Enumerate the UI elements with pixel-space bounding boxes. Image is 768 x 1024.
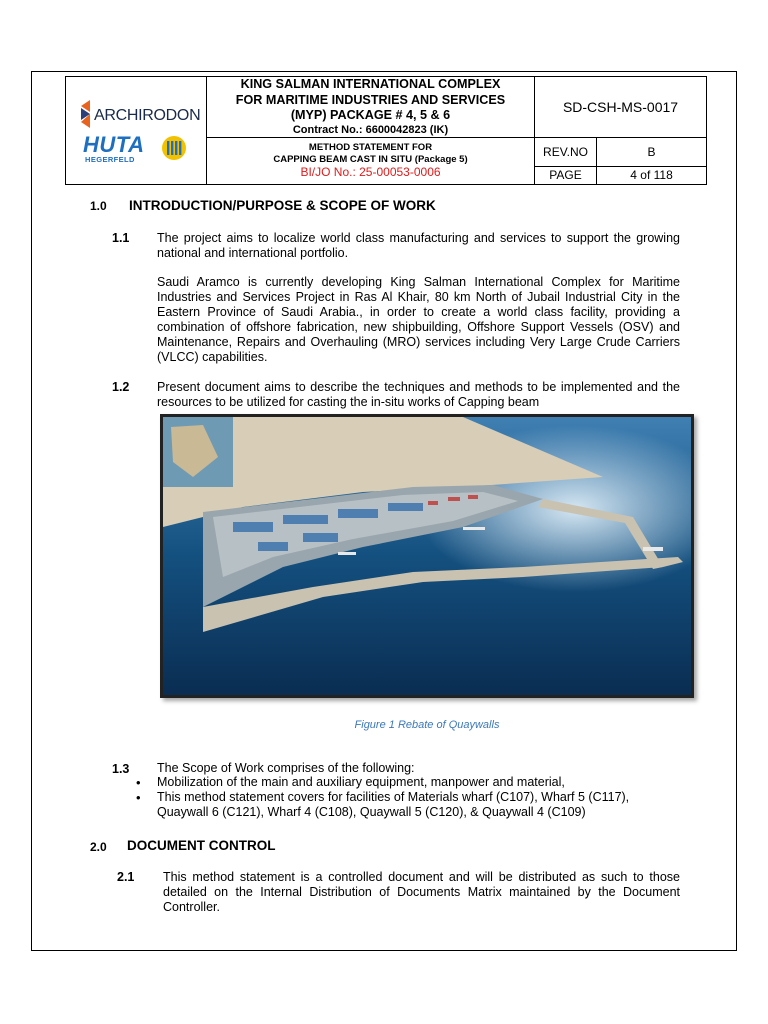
contract-number: Contract No.: 6600042823 (IK) bbox=[292, 123, 449, 136]
item-2-1-number: 2.1 bbox=[117, 870, 135, 884]
page-label: PAGE bbox=[535, 166, 597, 184]
port-aerial-image bbox=[163, 417, 691, 695]
project-title-line-1: KING SALMAN INTERNATIONAL COMPLEX bbox=[240, 77, 501, 91]
hegerfeld-logo-text: HEGERFELD bbox=[85, 155, 135, 164]
scope-bullet-item: • Mobilization of the main and auxiliary equipment, manpower and material, bbox=[157, 775, 682, 790]
bi-jo-number: BI/JO No.: 25-00053-0006 bbox=[300, 165, 441, 179]
project-title-line-3: (MYP) PACKAGE # 4, 5 & 6 bbox=[290, 108, 451, 122]
item-1-2-text: Present document aims to describe the techniques and methods to be implemented and the resources to be utilized for casting the in-situ works of Capping beam bbox=[157, 380, 680, 409]
archirodon-logo-text: ARCHIRODON bbox=[94, 107, 201, 124]
item-1-3-text: The Scope of Work comprises of the following: bbox=[157, 761, 415, 775]
item-2-1-text: This method statement is a controlled document and will be distributed as such to those detailed on the Internal Distribution of Documents Matrix maintained by the Document Controller. bbox=[163, 870, 680, 914]
item-1-3-number: 1.3 bbox=[112, 762, 130, 776]
scope-bullet-item: • This method statement covers for facilities of Materials wharf (C107), Wharf 5 (C117), Quaywall 6 (C121), Wharf 4 (C108), Quaywall 5 (C120), & Quaywall 4 (C109) bbox=[157, 790, 682, 820]
method-statement-cell bbox=[207, 137, 535, 184]
logo-cell bbox=[66, 77, 207, 185]
page-value: 4 of 118 bbox=[597, 166, 707, 184]
section-1-number: 1.0 bbox=[90, 199, 107, 213]
scope-bullet-list bbox=[157, 775, 682, 820]
item-1-1-paragraph-2: Saudi Aramco is currently developing King Salman International Complex for Maritime Industries and Services Project in Ras Al Khair, 80 km North of Jubail Industrial City in the Eastern Province of Saudi Arabia., in order to create a world class facility, providing a combination of offshore fabrication, new shipbuilding, Offshore Support Vessels (OSV) and Maintenance, Repairs and Overhauling (MRO) services including Very Large Crude Carriers (VLCC) capabilities. bbox=[157, 275, 680, 364]
document-number: SD-CSH-MS-0017 bbox=[535, 77, 707, 138]
figure-caption: Figure 1 Rebate of Quaywalls bbox=[354, 719, 500, 731]
item-1-1-number: 1.1 bbox=[112, 231, 130, 245]
rev-value: B bbox=[597, 137, 707, 166]
item-1-2-number: 1.2 bbox=[112, 380, 130, 394]
method-statement-line-2: CAPPING BEAM CAST IN SITU (Package 5) bbox=[273, 153, 468, 165]
section-2-title: DOCUMENT CONTROL bbox=[127, 838, 276, 853]
huta-logo-mark-icon bbox=[161, 135, 187, 161]
project-title-line-2: FOR MARITIME INDUSTRIES AND SERVICES bbox=[235, 92, 506, 107]
item-1-1-text: The project aims to localize world class manufacturing and services to support the growing national and international portfolio. bbox=[157, 231, 680, 260]
section-2-number: 2.0 bbox=[90, 840, 107, 854]
huta-logo-text: HUTA bbox=[83, 132, 145, 157]
rev-label: REV.NO bbox=[535, 137, 597, 166]
method-statement-line-1: METHOD STATEMENT FOR bbox=[308, 142, 433, 153]
project-title-cell bbox=[207, 77, 535, 138]
document-header bbox=[65, 76, 707, 185]
section-1-title: INTRODUCTION/PURPOSE & SCOPE OF WORK bbox=[129, 198, 436, 213]
figure-quaywall-rendering bbox=[160, 414, 694, 698]
